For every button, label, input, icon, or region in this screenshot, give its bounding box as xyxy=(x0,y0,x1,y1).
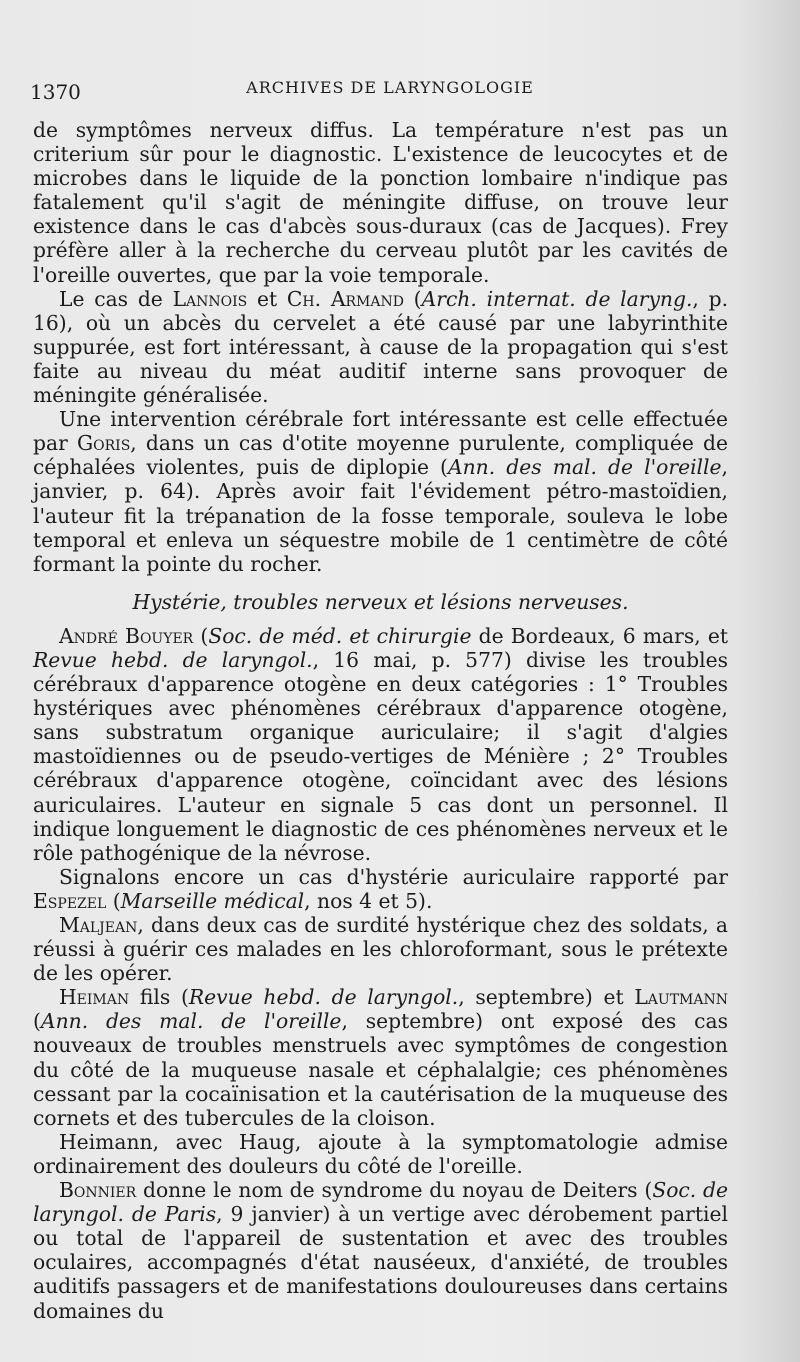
text: et xyxy=(247,286,287,311)
page-number: 1370 xyxy=(30,80,81,104)
author-name: Heiman xyxy=(59,985,130,1010)
paragraph-8: Heimann, avec Haug, ajoute à la symptomatologie admise ordinairement des douleurs du côté de l'oreille. xyxy=(33,1129,728,1178)
text: , nos 4 et 5). xyxy=(304,888,433,913)
text: , 16 mai, p. 577) divise les troubles cérébraux d'apparence otogène en deux catégories : 1° Troubles hystériques avec phénomènes cérébraux d'apparence otogène, sans substratum organique auriculaire; il s'agit d'algies mastoïdiennes ou de pseudo-vertiges de Ménière ; 2° Troubles cérébraux d'apparence otogène, coïncidant avec des lésions auriculaires. L'auteur en signale 5 cas dont un personnel. Il indique longuement le diagnostic de ces phénomènes nerveux et le rôle pathogénique de la névrose. xyxy=(33,647,728,865)
citation: Revue hebd. de laryngol. xyxy=(33,647,313,672)
paragraph-7 xyxy=(33,985,728,1130)
author-name: André Bouyer xyxy=(59,623,194,648)
citation: Soc. de laryngol. de Paris xyxy=(33,1178,729,1227)
text: fils ( xyxy=(129,985,189,1010)
paragraph-2 xyxy=(33,287,728,407)
text: Une intervention cérébrale fort intéressante est celle effectuée par xyxy=(33,407,728,456)
text: de Bordeaux, 6 mars, et xyxy=(471,623,729,648)
text: , septembre) ont exposé des cas nouveaux de troubles menstruels avec symptômes de congestion du côté de la muqueuse nasale et céphalalgie; ces phénomènes cessant par la cocaïnisation et la cautérisation de la muqueuse des cornets et des tubercules de la cloison. xyxy=(33,1009,728,1130)
citation: Soc. de méd. et chirurgie xyxy=(208,623,472,648)
text: , janvier, p. 64). Après avoir fait l'évidement pétro-mastoïdien, l'auteur fit la trépanation de la fosse temporale, souleva le lobe temporal et enleva un séquestre mobile de 1 centimètre de côté formant la pointe du rocher. xyxy=(33,455,728,576)
author-name: Lannois xyxy=(172,286,248,311)
text: , dans un cas d'otite moyenne purulente, compliquée de céphalées violentes, puis de diplopie ( xyxy=(33,431,728,480)
author-name: Maljean xyxy=(59,913,138,937)
author-name: Espezel xyxy=(33,888,107,913)
paragraph-5 xyxy=(33,865,728,913)
text: ( xyxy=(33,1009,41,1034)
author-name: Bonnier xyxy=(59,1178,137,1203)
text: , dans deux cas de surdité hystérique chez des soldats, a réussi à guérir ces malades en les chloroformant, sous le prétexte de les opérer. xyxy=(33,913,728,986)
running-title: ARCHIVES DE LARYNGOLOGIE xyxy=(246,78,534,97)
citation: Marseille médical xyxy=(120,888,305,913)
paragraph-1: de symptômes nerveux diffus. La température n'est pas un criterium sûr pour le diagnostic. L'existence de leucocytes et de microbes dans le liquide de la ponction lombaire n'indique pas fatalement qu'il s'agit de méningite diffuse, on trouve leur existence dans le cas d'abcès sous-duraux (cas de Jacques). Frey préfère aller à la recherche du cerveau plutôt par les cavités de l'oreille ouvertes, que par la voie temporale. xyxy=(33,118,728,287)
citation: Arch. internat. de laryng. xyxy=(421,286,693,311)
citation: Ann. des mal. de l'oreille xyxy=(447,455,722,480)
citation: Ann. des mal. de l'oreille xyxy=(40,1009,342,1034)
text: ( xyxy=(403,286,422,311)
page-header xyxy=(30,74,750,104)
author-name: Goris xyxy=(76,431,131,456)
author-name: Lautmann xyxy=(634,985,728,1010)
paragraph-4 xyxy=(33,624,728,865)
paragraph-6 xyxy=(33,913,728,985)
text: ( xyxy=(193,623,209,648)
text: , septembre) et xyxy=(458,985,635,1010)
text: Le cas de xyxy=(59,286,173,311)
text: , p. 16), où un abcès du cervelet a été causé par une labyrinthite suppurée, est fort intéressant, à cause de la propagation qui s'est faite au niveau du méat auditif interne sans provoquer de méningite généralisée. xyxy=(33,286,729,408)
paragraph-9 xyxy=(33,1178,728,1323)
text: , 9 janvier) à un vertige avec dérobement partiel ou total de l'appareil de sustentation et avec des troubles oculaires, accompagnés d'état nauséeux, d'anxiété, de troubles auditifs passagers et de manifestations douloureuses dans certains domaines du xyxy=(33,1202,728,1323)
text: donne le nom de syndrome du noyau de Deiters ( xyxy=(136,1178,653,1203)
section-title: Hystérie, troubles nerveux et lésions nerveuses. xyxy=(132,589,629,614)
text: ( xyxy=(106,888,121,913)
text: Signalons encore un cas d'hystérie auriculaire rapporté par xyxy=(59,864,728,889)
article-body xyxy=(33,118,728,1323)
author-name: Ch. Armand xyxy=(286,286,404,311)
citation: Revue hebd. de laryngol. xyxy=(188,985,459,1010)
paragraph-3 xyxy=(33,407,728,576)
